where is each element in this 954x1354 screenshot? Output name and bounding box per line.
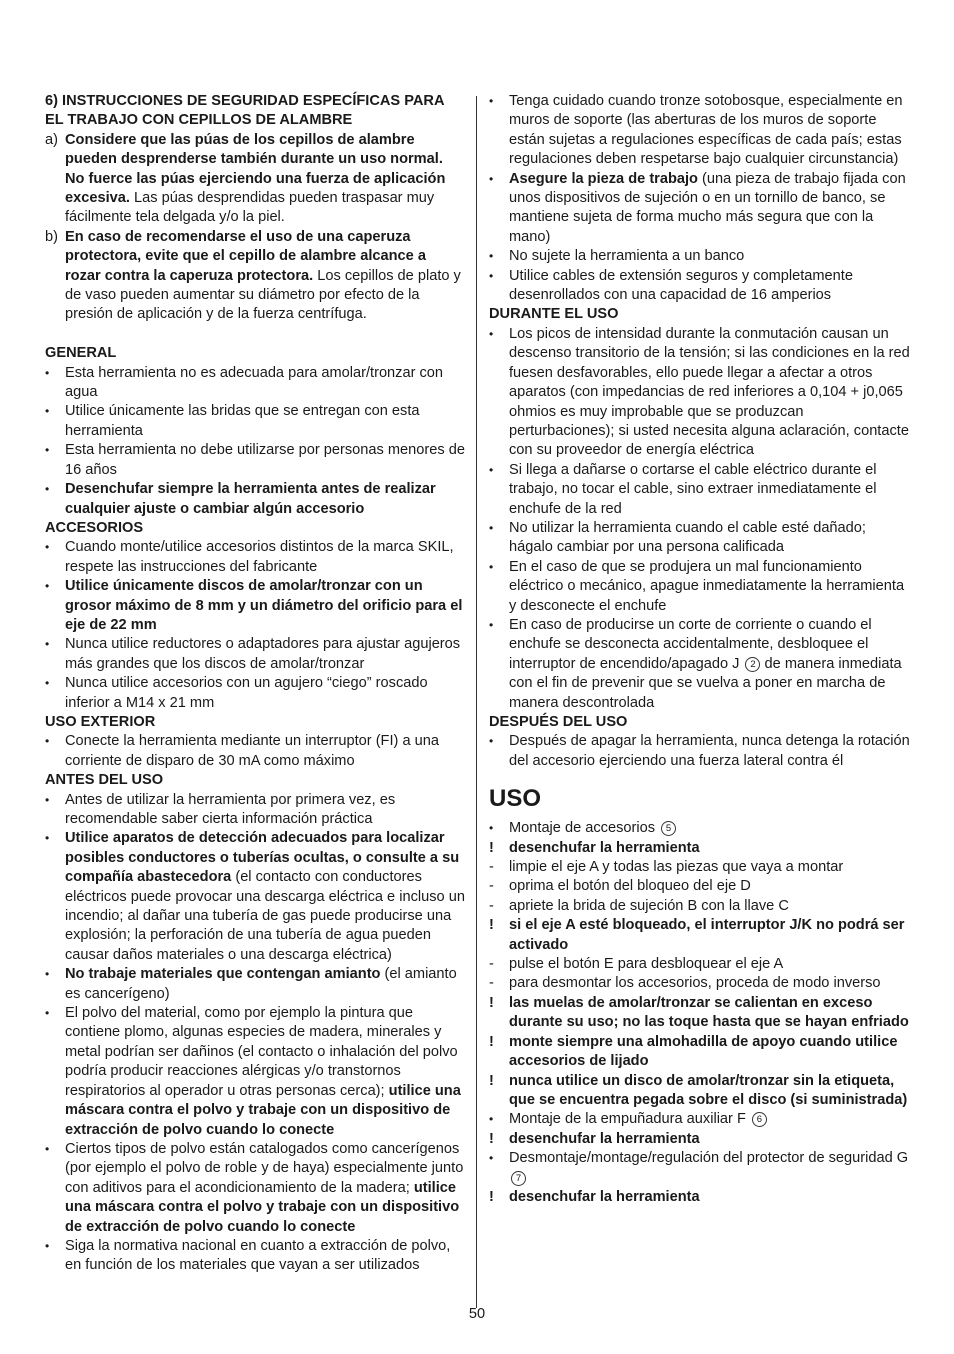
list-item: • Ciertos tipos de polvo están catalogados como cancerígenos (por ejemplo el polvo de roble y de haya) especialmente junto con aditivos para el acondicionamiento de la madera; utilice una máscara contra el polvo y trabaje con un dispositivo de extracción de polvo cuando lo conecte	[45, 1140, 464, 1235]
list-item: • Montaje de accesorios 5	[489, 819, 911, 838]
list-item: • Utilice aparatos de detección adecuados para localizar posibles conductores o tuberías ocultas, o consulte a su compañía abastecedora (el contacto con conductores eléctricos puede provocar una descarga eléctrica e incluso un incendio; al dañar una tubería de gas puede producirse una explosión; la perforación de una tubería de agua pueden causar daños materiales o una descarga eléctrica)	[45, 830, 465, 963]
warning-item: ! si el eje A esté bloqueado, el interruptor J/K no podrá ser activado	[489, 917, 905, 953]
left-column	[45, 92, 465, 1276]
list-item: • Los picos de intensidad durante la conmutación causan un descenso transitorio de la tensión; si las condiciones en la red fuesen desfavorables, ello puede llegar a afectar a otros aparatos (con impedancias de red inferiores a 0,104 + j0,065 ohmios es muy improbable que se produzcan perturbaciones); si usted necesita alguna aclaración, contacte con su proveedor de energía eléctrica	[489, 325, 910, 459]
despues-del-uso-heading: DESPUÉS DEL USO	[489, 714, 628, 730]
list-item: • Desmontaje/montage/regulación del protector de seguridad G 7	[489, 1150, 909, 1184]
figure-ref-circle: 6	[752, 1112, 767, 1127]
step-item: - pulse el botón E para desbloquear el eje A	[489, 956, 784, 973]
list-item: • Después de apagar la herramienta, nunca detenga la rotación del accesorio ejerciendo una fuerza lateral contra él	[489, 733, 910, 769]
list-item: • Utilice únicamente las bridas que se entregan con esta herramienta	[45, 403, 420, 439]
list-item: • En caso de producirse un corte de corriente o cuando el enchufe se desconecta accidentalmente, desbloquee el interruptor de encendido/apagado J 2 de manera inmediata con el fin de prevenir que se vuelva a poner en marcha de manera descontrolada	[489, 616, 902, 711]
list-item: • Nunca utilice accesorios con un agujero “ciego” roscado inferior a M14 x 21 mm	[45, 675, 428, 711]
general-heading: GENERAL	[45, 345, 117, 362]
list-item: • Desenchufar siempre la herramienta antes de realizar cualquier ajuste o cambiar algún accesorio	[45, 481, 436, 517]
list-item: • Antes de utilizar la herramienta por primera vez, es recomendable saber cierta información práctica	[45, 791, 396, 828]
durante-el-uso-heading: DURANTE EL USO	[489, 306, 619, 323]
page-number: 50	[468, 1306, 486, 1322]
list-item: • No trabaje materiales que contengan amianto (el amianto es cancerígeno)	[45, 966, 457, 1002]
step-item: - limpie el eje A y todas las piezas que vaya a montar	[489, 859, 844, 876]
item-a: a) Considere que las púas de los cepillos de alambre pueden desprenderse también durante un uso normal. No fuerce las púas ejerciendo una fuerza de aplicación excesiva. Las púas desprendidas pueden traspasar muy fácilmente tela delgada y/o la piel.	[45, 131, 446, 226]
list-item: • Nunca utilice reductores o adaptadores para ajustar agujeros más grandes que los discos de amolar/tronzar	[45, 636, 461, 672]
list-item: • Conecte la herramienta mediante un interruptor (FI) a una corriente de disparo de 30 mA como máximo	[45, 733, 439, 769]
column-divider	[476, 96, 477, 1308]
warning-item: ! desenchufar la herramienta	[489, 1130, 700, 1147]
uso-exterior-heading: USO EXTERIOR	[45, 713, 156, 730]
list-item: • El polvo del material, como por ejemplo la pintura que contiene plomo, algunas especies de madera, minerales y metal podrían ser dañinos (el contacto o inhalación del polvo podría producir reacciones alérgicas y/o transtornos respiratorios al operador u otras personas cerca); utilice una máscara contra el polvo y trabaje con un dispositivo de extracción de polvo cuando lo conecte	[45, 1005, 461, 1138]
step-item: - para desmontar los accesorios, proceda de modo inverso	[489, 975, 881, 992]
list-item: • Si llega a dañarse o cortarse el cable eléctrico durante el trabajo, no tocar el cable, sino extraer inmediatamente el enchufe de la red	[489, 461, 877, 517]
item-b: b) En caso de recomendarse el uso de una caperuza protectora, evite que el cepillo de alambre alcance a rozar contra la caperuza protectora. Los cepillos de plato y de vaso pueden aumentar su diámetro por efecto de la presión de aplicación y de la fuerza centrífuga.	[45, 228, 461, 323]
list-item: • Cuando monte/utilice accesorios distintos de la marca SKIL, respete las instrucciones del fabricante	[45, 539, 454, 575]
list-item: • Montaje de la empuñadura auxiliar F 6	[489, 1110, 911, 1129]
right-column	[489, 92, 911, 1207]
list-item: • Tenga cuidado cuando tronze sotobosque, especialmente en muros de soporte (las aberturas de los muros de soporte están sujetas a regulaciones específicas de cada país; estas regulaciones deben respetarse bajo cualquier circunstancia)	[489, 93, 903, 168]
figure-ref-circle: 2	[745, 657, 760, 672]
list-item: • Utilice únicamente discos de amolar/tronzar con un grosor máximo de 8 mm y un diámetro del orificio para el eje de 22 mm	[45, 578, 463, 633]
list-item: • Asegure la pieza de trabajo (una pieza de trabajo fijada con unos dispositivos de sujeción o en un tornillo de banco, se mantiene sujeta de forma mucho más segura que con la mano)	[489, 170, 906, 245]
figure-ref-circle: 5	[661, 821, 676, 836]
step-item: - oprima el botón del bloqueo del eje D	[489, 878, 751, 895]
figure-ref-circle: 7	[511, 1171, 526, 1186]
step-item: - apriete la brida de sujeción B con la llave C	[489, 897, 789, 914]
list-item: • No utilizar la herramienta cuando el cable esté dañado; hágalo cambiar por una persona calificada	[489, 519, 866, 556]
list-item: • Utilice cables de extensión seguros y completamente desenrollados con una capacidad de 16 amperios	[489, 267, 853, 304]
warning-item: ! las muelas de amolar/tronzar se calientan en exceso durante su uso; no las toque hasta que se hayan enfriado	[489, 994, 909, 1031]
warning-item: ! nunca utilice un disco de amolar/tronzar sin la etiqueta, que se encuentra pegada sobre el disco (si suministrada)	[489, 1072, 908, 1108]
list-item: • Siga la normativa nacional en cuanto a extracción de polvo, en función de los materiales que vayan a ser utilizados	[45, 1237, 451, 1274]
section-6-heading: 6) INSTRUCCIONES DE SEGURIDAD ESPECÍFICAS PARA EL TRABAJO CON CEPILLOS DE ALAMBRE	[45, 93, 444, 129]
list-item: • No sujete la herramienta a un banco	[489, 248, 745, 265]
warning-item: ! desenchufar la herramienta	[489, 1188, 700, 1205]
list-item: • Esta herramienta no es adecuada para amolar/tronzar con agua	[45, 364, 444, 401]
warning-item: ! monte siempre una almohadilla de apoyo cuando utilice accesorios de lijado	[489, 1033, 898, 1070]
list-item: • En el caso de que se produjera un mal funcionamiento eléctrico o mecánico, apague inmediatamente la herramienta y desconecte el enchufe	[489, 558, 905, 614]
uso-title: USO	[489, 785, 542, 813]
antes-del-uso-heading: ANTES DEL USO	[45, 772, 164, 789]
warning-item: ! desenchufar la herramienta	[489, 839, 700, 856]
list-item: • Esta herramienta no debe utilizarse por personas menores de 16 años	[45, 442, 465, 478]
accesorios-heading: ACCESORIOS	[45, 519, 144, 536]
